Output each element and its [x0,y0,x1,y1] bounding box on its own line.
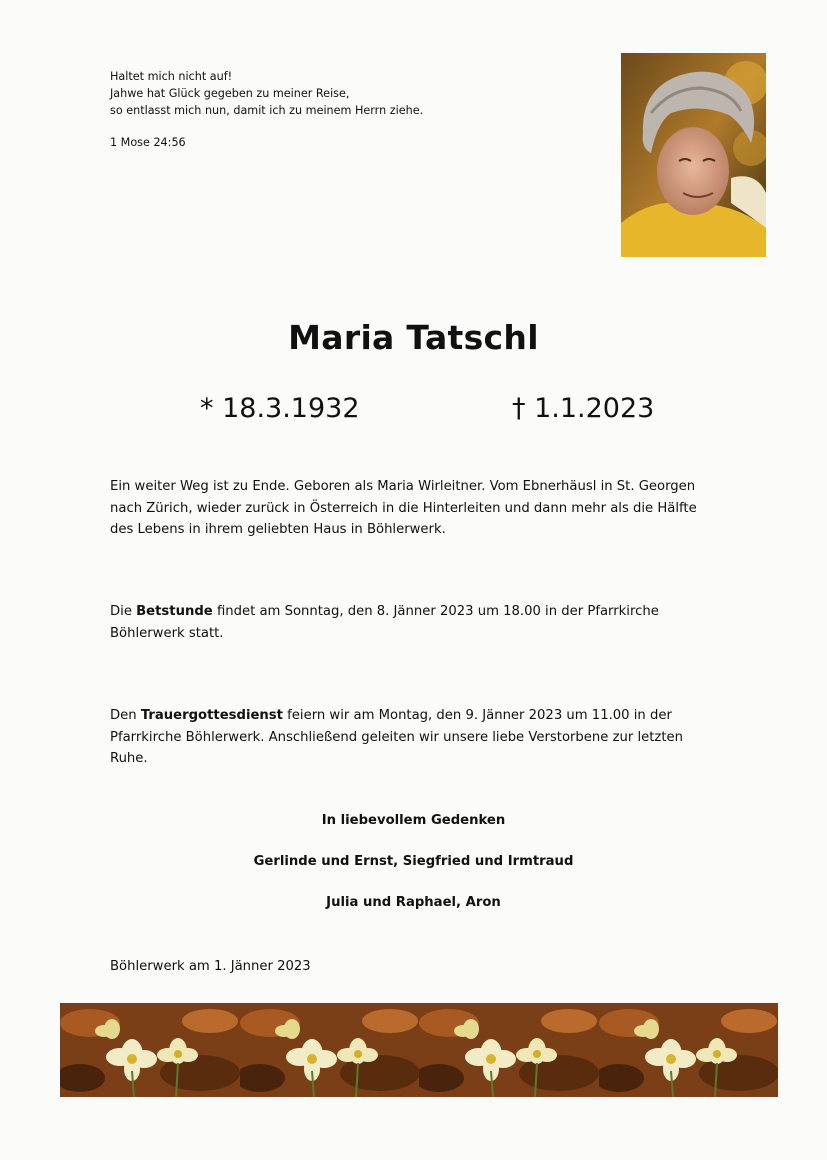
text-segment: Die [110,604,137,619]
flower-image [599,1003,779,1097]
flower-image [60,1003,240,1097]
flower-image [240,1003,420,1097]
portrait-photo [621,53,766,257]
bold-term: Betstunde [136,604,213,619]
quote-reference: 1 Mose 24:56 [110,136,186,149]
family-line-1: Gerlinde und Ernst, Siegfried und Irmtraud [253,854,574,869]
quote-line-3: so entlasst mich nun, damit ich zu meinem Herrn ziehe. [110,104,424,117]
text-segment: findet am Sonntag, den 8. Jänner 2023 um 18.00 in der Pfarrkirche Böhlerwerk statt. [110,604,659,641]
bible-quote [110,68,423,119]
birth-date: * 18.3.1932 [200,393,360,424]
flower-border-strip [60,1003,778,1097]
closing-heading: In liebevollem Gedenken [321,813,506,828]
prayer-hour-notice [110,601,710,644]
death-date: † 1.1.2023 [512,393,655,424]
place-and-date: Böhlerwerk am 1. Jänner 2023 [110,959,311,974]
deceased-name: Maria Tatschl [288,318,539,357]
bold-term: Trauergottesdienst [140,708,283,723]
text-segment: feiern wir am Montag, den 9. Jänner 2023 um 11.00 in der Pfarrkirche Böhlerwerk. Anschließend geleiten wir unsere liebe Verstorbene zur letzten Ruhe. [110,708,683,766]
funeral-service-notice [110,705,710,770]
flower-image [419,1003,599,1097]
quote-line-2: Jahwe hat Glück gegeben zu meiner Reise, [110,87,350,100]
text-segment: Den [110,708,141,723]
family-line-2: Julia und Raphael, Aron [326,895,501,910]
quote-line-1: Haltet mich nicht auf! [110,70,233,83]
life-summary: Ein weiter Weg ist zu Ende. Geboren als Maria Wirleitner. Vom Ebnerhäusl in St. Georgen nach Zürich, wieder zurück in Österreich in die Hinterleiten und dann mehr als die Hälfte des Lebens in ihrem geliebten Haus in Böhlerwerk. [110,479,697,537]
